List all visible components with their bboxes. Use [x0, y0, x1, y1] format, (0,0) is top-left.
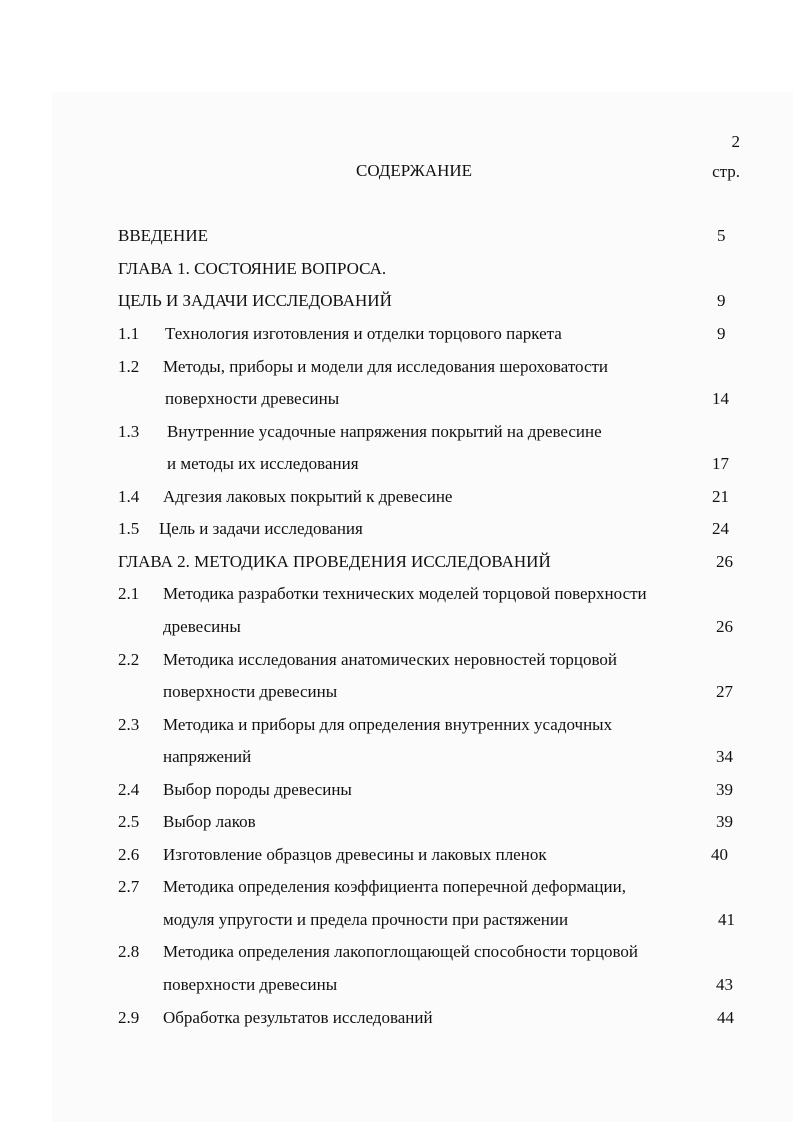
toc-entry-text: Методы, приборы и модели для исследования шероховатости [163, 357, 609, 376]
toc-entry-2-8-cont [0, 975, 793, 995]
toc-entry-text: поверхности древесины [163, 975, 338, 994]
toc-entry-number: 1.2 [118, 357, 140, 376]
toc-entry-1-1 [0, 324, 793, 344]
pages-label: стр. [712, 162, 740, 181]
toc-entry-2-2 [0, 650, 793, 670]
toc-entry-page: 5 [717, 226, 726, 245]
toc-entry-number: 2.4 [118, 780, 140, 799]
toc-entry-2-8 [0, 942, 793, 962]
toc-entry-1-3 [0, 422, 793, 442]
toc-entry-2-5 [0, 812, 793, 832]
toc-entry-page: 24 [712, 519, 729, 538]
toc-entry-number: 2.1 [118, 584, 140, 603]
toc-entry-page: 43 [716, 975, 733, 994]
toc-entry-page: 44 [717, 1008, 734, 1027]
page-title: СОДЕРЖАНИЕ [356, 161, 473, 180]
toc-entry-text: и методы их исследования [167, 454, 359, 473]
toc-entry-number: 2.6 [118, 845, 140, 864]
toc-entry-text: Выбор породы древесины [163, 780, 352, 799]
scanned-page-area [52, 92, 793, 1122]
toc-entry-page: 26 [716, 552, 733, 571]
toc-entry-2-6 [0, 845, 793, 865]
toc-entry-2-3 [0, 715, 793, 735]
toc-entry-page: 40 [711, 845, 728, 864]
toc-entry-page: 27 [716, 682, 733, 701]
toc-entry-text: Цель и задачи исследования [159, 519, 363, 538]
toc-entry-page: 17 [712, 454, 729, 473]
toc-entry-2-2-cont [0, 682, 793, 702]
toc-entry-page: 39 [716, 812, 733, 831]
toc-entry-text: Выбор лаков [163, 812, 256, 831]
toc-entry-1-2-cont [0, 389, 793, 409]
toc-entry-2-1-cont [0, 617, 793, 637]
toc-entry-chapter-2 [0, 552, 793, 572]
toc-entry-text: Методика определения лакопоглощающей способности торцовой [163, 942, 638, 961]
toc-entry-text: Методика разработки технических моделей торцовой поверхности [163, 584, 647, 603]
toc-entry-number: 2.7 [118, 877, 140, 896]
toc-entry-text: Методика определения коэффициента поперечной деформации, [163, 877, 626, 896]
toc-entry-text: Адгезия лаковых покрытий к древесине [163, 487, 453, 506]
toc-entry-text: древесины [163, 617, 241, 636]
toc-entry-text: Технология изготовления и отделки торцового паркета [165, 324, 562, 343]
toc-entry-text: поверхности древесины [165, 389, 340, 408]
toc-entry-2-1 [0, 584, 793, 604]
toc-entry-page: 39 [716, 780, 733, 799]
toc-entry-number: 2.2 [118, 650, 140, 669]
toc-entry-1-2 [0, 357, 793, 377]
toc-entry-text: Обработка результатов исследований [163, 1008, 433, 1027]
toc-entry-page: 21 [712, 487, 729, 506]
toc-entry-number: 2.9 [118, 1008, 140, 1027]
toc-entry-number: 1.4 [118, 487, 140, 506]
toc-entry-text: напряжений [163, 747, 252, 766]
toc-entry-2-7-cont [0, 910, 793, 930]
toc-entry-2-4 [0, 780, 793, 800]
toc-entry-number: 2.5 [118, 812, 140, 831]
toc-entry-page: 26 [716, 617, 733, 636]
toc-entry-text: Методика исследования анатомических неровностей торцовой [163, 650, 617, 669]
toc-entry-page: 9 [717, 324, 726, 343]
page-number: 2 [731, 132, 740, 151]
toc-entry-number: 2.3 [118, 715, 140, 734]
toc-entry-number: 1.3 [118, 422, 140, 441]
toc-entry-page: 41 [718, 910, 735, 929]
toc-entry-page: 14 [712, 389, 729, 408]
toc-entry-text: ВВЕДЕНИЕ [118, 226, 208, 245]
toc-entry-chapter-1 [0, 259, 793, 279]
toc-entry-2-3-cont [0, 747, 793, 767]
toc-entry-1-4 [0, 487, 793, 507]
toc-entry-text: поверхности древесины [163, 682, 338, 701]
toc-entry-1-5 [0, 519, 793, 539]
toc-entry-number: 1.1 [118, 324, 140, 343]
toc-entry-number: 2.8 [118, 942, 140, 961]
toc-entry-number: 1.5 [118, 519, 140, 538]
toc-entry-introduction [0, 226, 793, 246]
toc-entry-2-7 [0, 877, 793, 897]
toc-entry-text: модуля упругости и предела прочности при растяжении [163, 910, 569, 929]
toc-entry-text: ЦЕЛЬ И ЗАДАЧИ ИССЛЕДОВАНИЙ [118, 291, 392, 310]
toc-entry-page: 9 [717, 291, 726, 310]
toc-entry-text: ГЛАВА 2. МЕТОДИКА ПРОВЕДЕНИЯ ИССЛЕДОВАНИЙ [118, 552, 551, 571]
toc-entry-text: ГЛАВА 1. СОСТОЯНИЕ ВОПРОСА. [118, 259, 387, 278]
toc-entry-2-9 [0, 1008, 793, 1028]
toc-entry-text: Методика и приборы для определения внутренних усадочных [163, 715, 613, 734]
toc-entry-1-3-cont [0, 454, 793, 474]
toc-entry-text: Изготовление образцов древесины и лаковых пленок [163, 845, 547, 864]
toc-entry-chapter-1-goal [0, 291, 793, 311]
toc-entry-page: 34 [716, 747, 733, 766]
toc-entry-text: Внутренние усадочные напряжения покрытий на древесине [167, 422, 602, 441]
